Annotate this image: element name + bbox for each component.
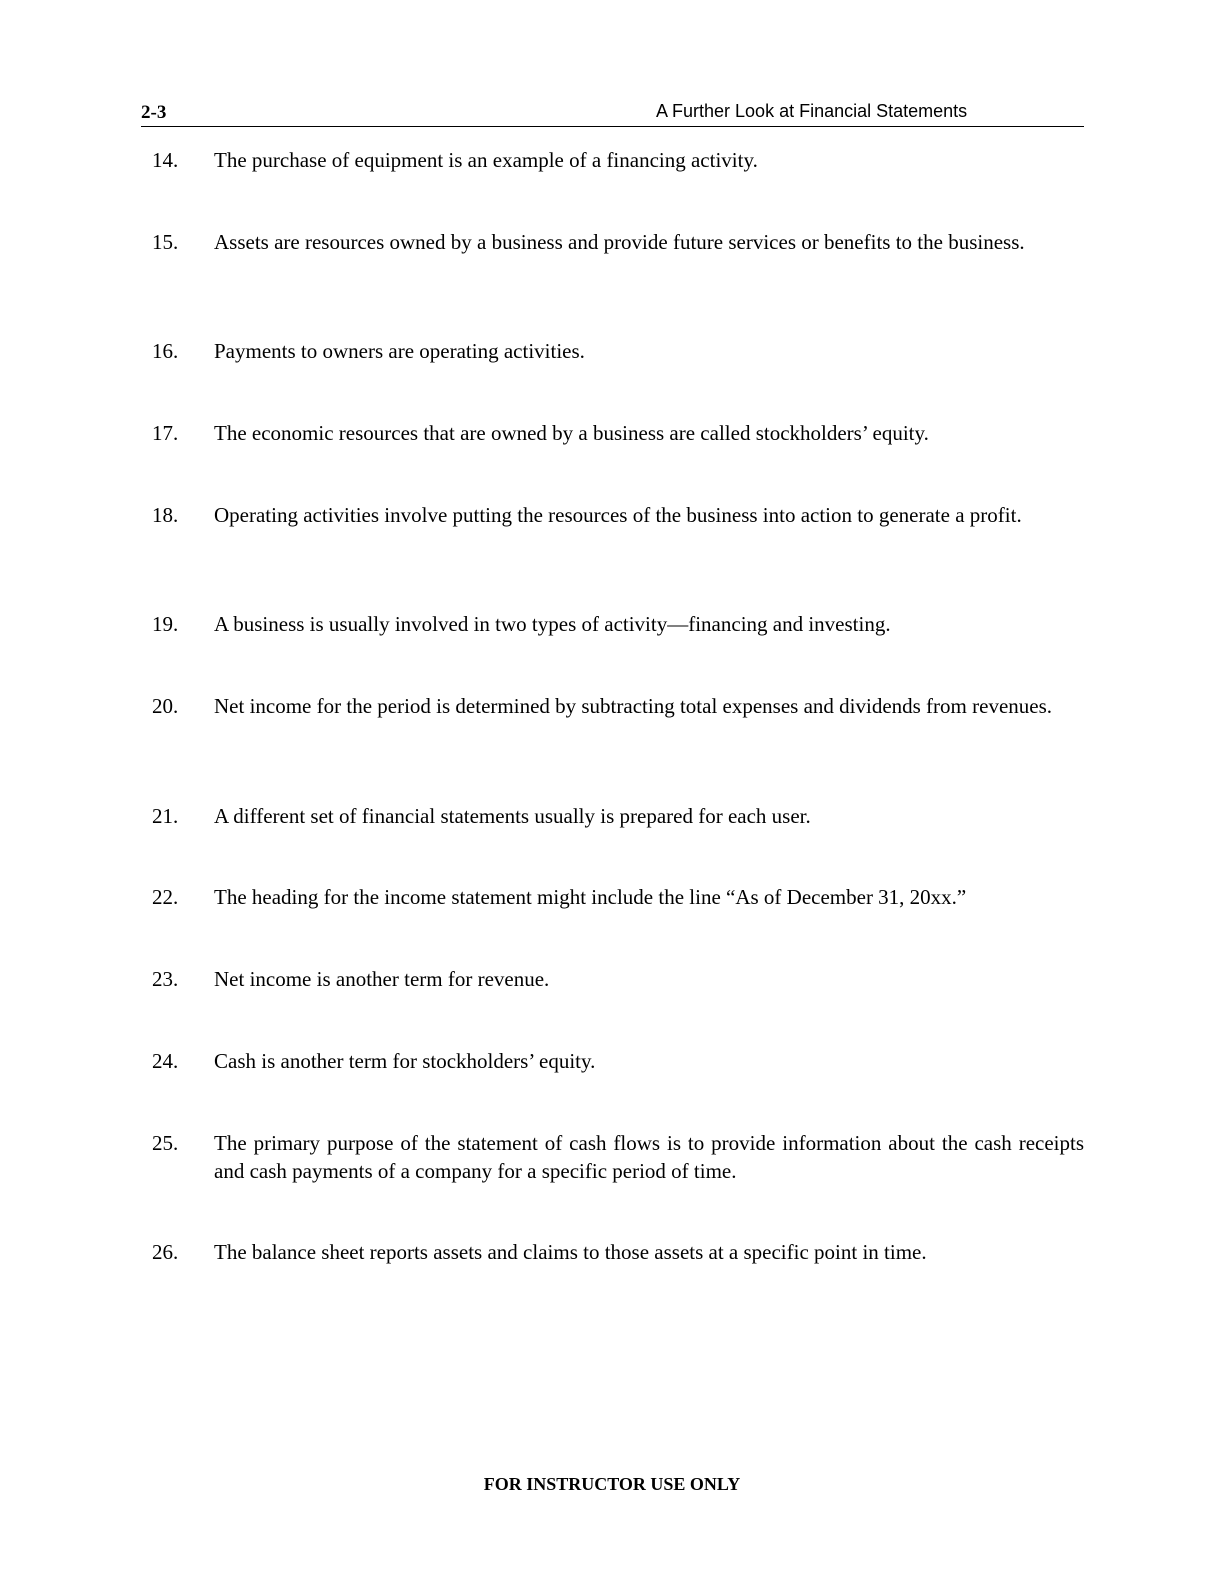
question-text: The primary purpose of the statement of cash flows is to provide information about the cash receipts and cash payments of a company for a specific period of time. [214,1131,1084,1183]
question-text: Payments to owners are operating activities. [214,339,585,363]
question-text: Assets are resources owned by a business and provide future services or benefits to the business. [214,230,1025,254]
question-number: 23. [152,967,179,991]
question-number: 15. [152,230,179,254]
question-number: 22. [152,885,179,909]
question-text: The heading for the income statement might include the line “As of December 31, 20xx.” [214,885,967,909]
question-number: 18. [152,503,179,527]
question-number: 16. [152,339,179,363]
question-text: Net income for the period is determined by subtracting total expenses and dividends from revenues. [214,694,1053,718]
question-number: 17. [152,421,179,445]
chapter-title: A Further Look at Financial Statements [656,101,968,121]
question-number: 24. [152,1049,179,1073]
question-number: 26. [152,1240,179,1264]
question-text: The purchase of equipment is an example of a financing activity. [214,148,758,172]
question-text: Cash is another term for stockholders’ equity. [214,1049,596,1073]
page-footer: FOR INSTRUCTOR USE ONLY [483,1474,741,1494]
question-number: 14. [152,148,179,172]
question-text: The balance sheet reports assets and claims to those assets at a specific point in time. [214,1240,927,1264]
question-text: A different set of financial statements usually is prepared for each user. [214,804,811,828]
question-number: 25. [152,1131,179,1155]
page-number: 2-3 [141,102,167,123]
question-number: 21. [152,804,179,828]
question-text: Operating activities involve putting the resources of the business into action to generate a profit. [214,503,1022,527]
question-text: Net income is another term for revenue. [214,967,550,991]
question-text: A business is usually involved in two types of activity—financing and investing. [214,612,891,636]
question-number: 20. [152,694,179,718]
question-number: 19. [152,612,179,636]
question-text: The economic resources that are owned by a business are called stockholders’ equity. [214,421,929,445]
